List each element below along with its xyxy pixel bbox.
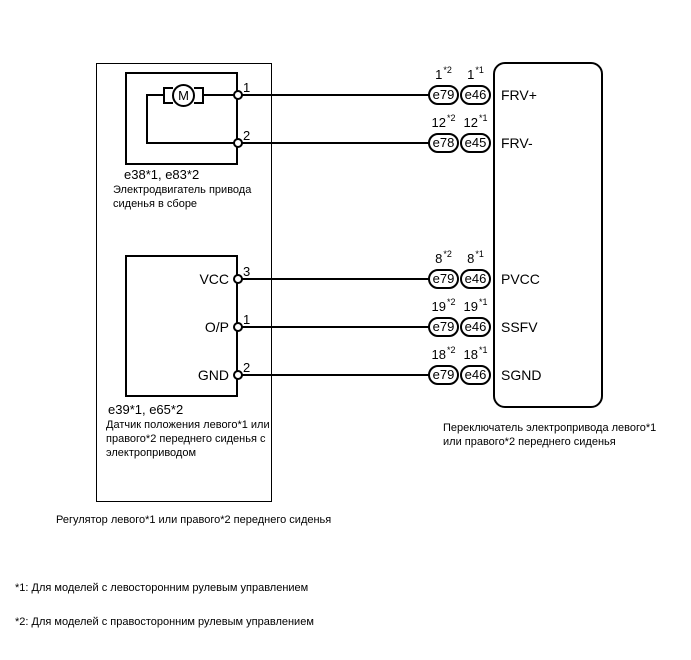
signal-label: SGND — [501, 367, 542, 383]
pin-note: *2 — [443, 249, 452, 259]
connector-badge: e45 — [460, 133, 491, 153]
pin-note: *1 — [478, 345, 488, 355]
connector-badge: e79 — [428, 317, 459, 337]
footnote-2: *2: Для моделей с правосторонним рулевым управлением — [15, 616, 314, 628]
connector-pin-label — [428, 299, 459, 314]
pin-number: 19 — [431, 299, 446, 314]
block-pin-number: 1 — [243, 312, 251, 327]
block-pin-number: 2 — [243, 128, 251, 143]
block-pin-number: 3 — [243, 264, 251, 279]
sensor-pin-name: O/P — [204, 319, 229, 335]
connector-pin-label — [428, 115, 459, 130]
signal-label: PVCC — [501, 271, 540, 287]
pin-number: 8 — [467, 251, 475, 266]
connector-badge: e79 — [428, 269, 459, 289]
pin-number: 12 — [463, 115, 478, 130]
motor-icon: M — [172, 84, 195, 107]
pin-number: 1 — [467, 67, 475, 82]
wire — [237, 326, 429, 328]
wire — [237, 142, 429, 144]
connector-pin-label — [428, 347, 459, 362]
sensor-connector-code: e39*1, e65*2 — [108, 402, 184, 417]
wire — [147, 94, 164, 96]
sensor-pin-name: VCC — [199, 271, 229, 287]
signal-label: SSFV — [501, 319, 538, 335]
connector-pin-label — [460, 251, 491, 266]
connector-badge: e79 — [428, 365, 459, 385]
connector-pin-label — [428, 67, 459, 82]
pin-number: 19 — [463, 299, 478, 314]
pin-note: *2 — [446, 297, 456, 307]
pin-note: *1 — [475, 249, 484, 259]
connector-pin-label — [460, 299, 491, 314]
pin-number: 12 — [431, 115, 446, 130]
pin-node-icon — [233, 138, 243, 148]
pin-note: *1 — [478, 113, 488, 123]
pin-note: *1 — [478, 297, 488, 307]
pin-number: 1 — [435, 67, 443, 82]
connector-pin-label — [460, 67, 491, 82]
wire — [237, 278, 429, 280]
motor-description: Электродвигатель привода сиденья в сборе — [113, 184, 252, 210]
footnote-1: *1: Для моделей с левосторонним рулевым управлением — [15, 582, 309, 594]
wire — [146, 94, 148, 144]
signal-label: FRV+ — [501, 87, 537, 103]
sensor-description: Датчик положения левого*1 или правого*2 переднего сиденья с электроприводом — [106, 419, 270, 459]
block-pin-number: 2 — [243, 360, 251, 375]
connector-badge: e46 — [460, 365, 491, 385]
wire — [237, 94, 429, 96]
connector-pin-label — [460, 347, 491, 362]
pin-node-icon — [233, 274, 243, 284]
wire — [146, 142, 238, 144]
connector-badge: e78 — [428, 133, 459, 153]
connector-badge: e46 — [460, 317, 491, 337]
power-seat-switch-box — [493, 62, 603, 408]
connector-pin-label — [460, 115, 491, 130]
wire — [237, 374, 429, 376]
motor-brush-right-icon — [194, 87, 204, 104]
sensor-pin-name: GND — [197, 367, 229, 383]
connector-badge: e46 — [460, 85, 491, 105]
right-switch-caption: Переключатель электропривода левого*1 или правого*2 переднего сиденья — [443, 422, 657, 448]
signal-label: FRV- — [501, 135, 533, 151]
connector-badge: e46 — [460, 269, 491, 289]
pin-note: *2 — [443, 65, 452, 75]
pin-number: 18 — [463, 347, 478, 362]
pin-note: *2 — [446, 113, 456, 123]
connector-pin-label — [428, 251, 459, 266]
motor-connector-code: e38*1, e83*2 — [124, 167, 200, 182]
left-assembly-caption: Регулятор левого*1 или правого*2 переднего сиденья — [56, 514, 332, 526]
pin-number: 18 — [431, 347, 446, 362]
pin-node-icon — [233, 370, 243, 380]
pin-note: *1 — [475, 65, 484, 75]
block-pin-number: 1 — [243, 80, 251, 95]
pin-note: *2 — [446, 345, 456, 355]
pin-number: 8 — [435, 251, 443, 266]
pin-node-icon — [233, 322, 243, 332]
pin-node-icon — [233, 90, 243, 100]
connector-badge: e79 — [428, 85, 459, 105]
